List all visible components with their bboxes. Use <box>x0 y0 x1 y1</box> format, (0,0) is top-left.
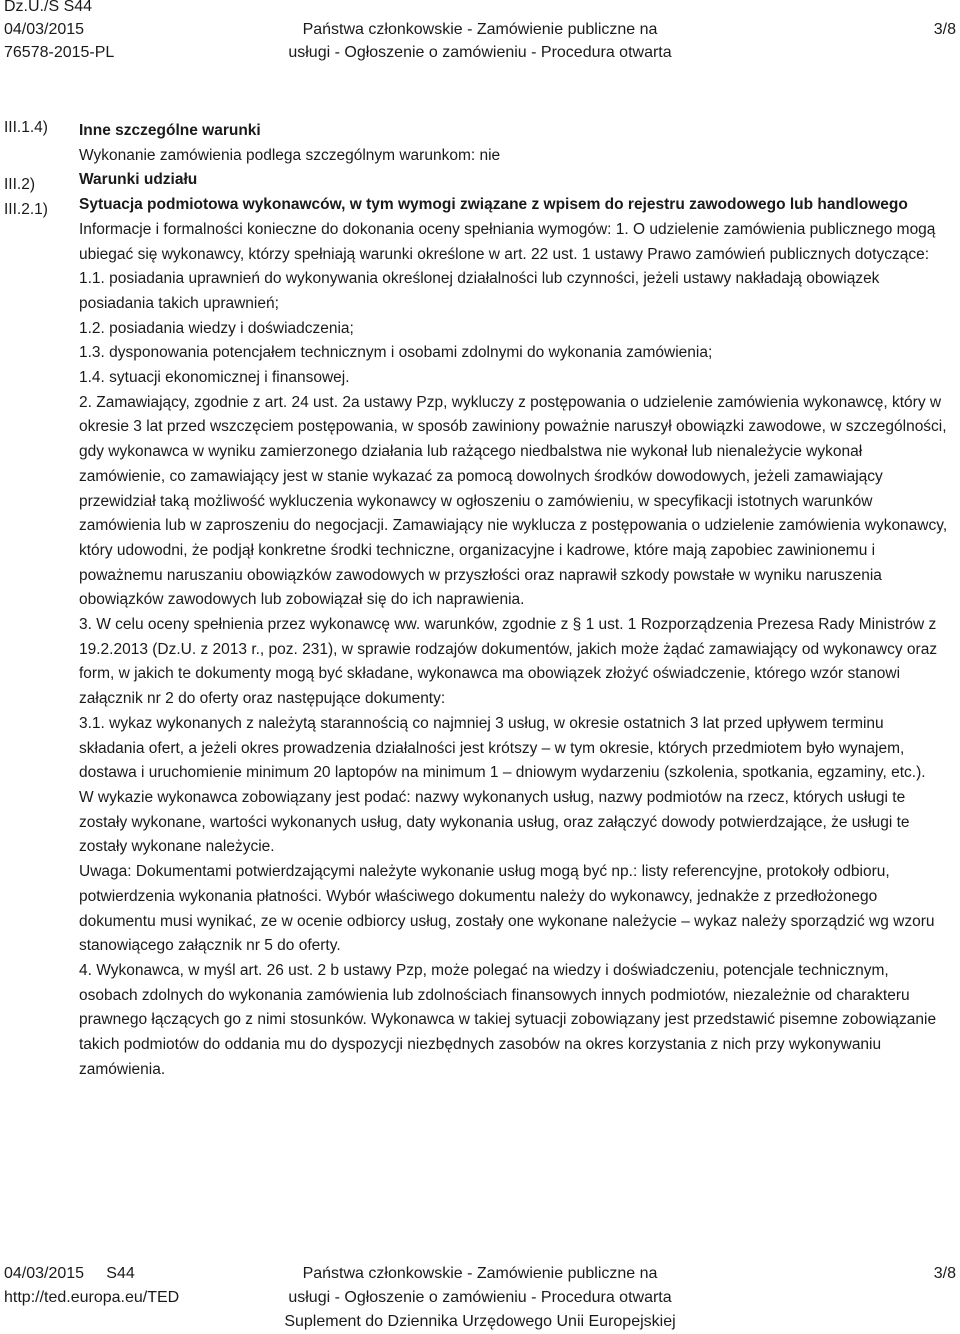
header-title-line2: usługi - Ogłoszenie o zamówieniu - Procedura otwarta <box>288 44 672 61</box>
main-content <box>79 119 949 1082</box>
journal-ref: Dz.U./S S44 <box>4 0 93 15</box>
header-page-number: 3/8 <box>933 21 956 38</box>
paragraph: 1.3. dysponowania potencjałem technicznym i osobami zdolnymi do wykonania zamówienia; <box>79 344 713 362</box>
paragraph: 1.4. sytuacji ekonomicznej i finansowej. <box>79 369 350 387</box>
footer-date-issue: 04/03/2015 S44 <box>4 1265 135 1282</box>
section-number-iii-1-4: III.1.4) <box>4 119 48 136</box>
section-number-iii-2: III.2) <box>4 176 36 193</box>
special-conditions-text: Wykonanie zamówienia podlega szczególnym warunkom: nie <box>79 146 501 164</box>
paragraph: 1.1. posiadania uprawnień do wykonywania określonej działalności lub czynności, jeżeli ustawy nakładają obowiązek posiadania takich uprawnień; <box>79 270 880 312</box>
notice-id: 76578-2015-PL <box>4 44 115 61</box>
section-number-iii-2-1: III.2.1) <box>4 201 48 218</box>
paragraph: 3.1. wykaz wykonanych z należytą starannością co najmniej 3 usług, w okresie ostatnich 3 lat przed upływem terminu składania ofert, a jeżeli okres prowadzenia działalności jest krótszy – w tym okresie, których przedmiotem było wynajem, dostawa i uruchomienie minimum 20 laptopów na minimum 1 – dniowym wydarzeniu (szkolenia, spotkania, egzaminy, etc.). <box>79 714 926 782</box>
footer-line2: usługi - Ogłoszenie o zamówieniu - Procedura otwarta <box>288 1289 672 1306</box>
paragraph: 4. Wykonawca, w myśl art. 26 ust. 2 b ustawy Pzp, może polegać na wiedzy i doświadczeniu, potencjale technicznym, osobach zdolnych do wykonania zamówienia lub zdolnościach finansowych innych podmiotów, niezależnie od charakteru prawnego łączących go z nimi stosunków. Wykonawca w takiej sytuacji zobowiązany jest przedstawić pisemne zobowiązanie takich podmiotów do oddania mu do dyspozycji niezbędnych zasobów na okres korzystania z nich przy wykonywaniu zamówienia. <box>79 961 937 1078</box>
header-title-line1: Państwa członkowskie - Zamówienie publiczne na <box>302 21 658 38</box>
heading-special-conditions: Inne szczególne warunki <box>79 122 261 139</box>
paragraph: Informacje i formalności konieczne do dokonania oceny spełniania wymogów: 1. O udzielenie zamówienia publicznego mogą ubiegać się wykonawcy, którzy spełniają warunki określone w art. 22 ust. 1 ustawy Prawo zamówień publicznych dotyczące: <box>79 220 936 263</box>
heading-personal-situation: Sytuacja podmiotowa wykonawców, w tym wymogi związane z wpisem do rejestru zawodowego lub handlowego <box>79 196 908 214</box>
page-header <box>0 0 960 70</box>
footer-title <box>0 1262 960 1334</box>
heading-participation-conditions: Warunki udziału <box>79 171 198 189</box>
paragraph: Uwaga: Dokumentami potwierdzającymi należyte wykonanie usług mogą być np.: listy referencyjne, protokoły odbioru, potwierdzenia wykonania płatności. Wybór właściwego dokumentu należy do wykonawcy, jednakże z przedłożonego dokumentu musi wynikać, ze w ocenie odbiorcy usług, zostały one wykonane należycie – wykaz należy sporządzić wg wzoru stanowiącego załącznik nr 5 do oferty. <box>79 863 935 955</box>
header-title <box>0 18 960 64</box>
paragraph: 3. W celu oceny spełnienia przez wykonawcę ww. warunków, zgodnie z § 1 ust. 1 Rozporządzenia Prezesa Rady Ministrów z 19.2.2013 (Dz.U. z 2013 r., poz. 231), w sprawie rodzajów dokumentów, jakich może żądać zamawiający od wykonawcy oraz form, w jakich te dokumenty mogą być składane, wykonawca ma obowiązek złożyć oświadczenie, którego wzór stanowi załącznik nr 2 do oferty oraz następujące dokumenty: <box>79 616 938 708</box>
footer-url: http://ted.europa.eu/TED <box>4 1289 180 1306</box>
footer-line3: Suplement do Dziennika Urzędowego Unii Europejskiej <box>284 1313 676 1330</box>
paragraph: 1.2. posiadania wiedzy i doświadczenia; <box>79 319 354 337</box>
paragraph: 2. Zamawiający, zgodnie z art. 24 ust. 2a ustawy Pzp, wykluczy z postępowania o udzielenie zamówienia wykonawcę, który w okresie 3 lat przed wszczęciem postępowania, w sposób zawiniony poważnie naruszył obowiązki zawodowe, w szczególności, gdy wykonawca w wyniku zamierzonego działania lub rażącego niedbalstwa nie wykonał lub nienależycie wykonał zamówienie, co zamawiający jest w stanie wykazać za pomocą dowolnych środków dowodowych, jeżeli zamawiający przewidział taką możliwość wykluczenia wykonawcy w ogłoszeniu o zamówieniu, w specyfikacji istotnych warunków zamówienia lub w zaproszeniu do negocjacji. Zamawiający nie wyklucza z postępowania o udzielenie zamówienia wykonawcy, który udowodni, że podjął konkretne środki techniczne, organizacyjne i kadrowe, które mają zapobiec zawinionemu i poważnemu naruszaniu obowiązków zawodowych w przyszłości oraz naprawił szkody powstałe w wyniku naruszenia obowiązków zawodowych lub zobowiązał się do ich naprawienia. <box>79 393 948 609</box>
paragraph: W wykazie wykonawca zobowiązany jest podać: nazwy wykonanych usług, nazwy podmiotów na rzecz, których usługi te zostały wykonane, wartości wykonanych usług, daty wykonania usług, oraz załączyć dowody potwierdzające, że usługi te zostały wykonane należycie. <box>79 788 910 856</box>
footer-page-number: 3/8 <box>933 1265 956 1282</box>
header-date: 04/03/2015 <box>4 21 85 38</box>
footer-line1: Państwa członkowskie - Zamówienie publiczne na <box>302 1265 658 1282</box>
